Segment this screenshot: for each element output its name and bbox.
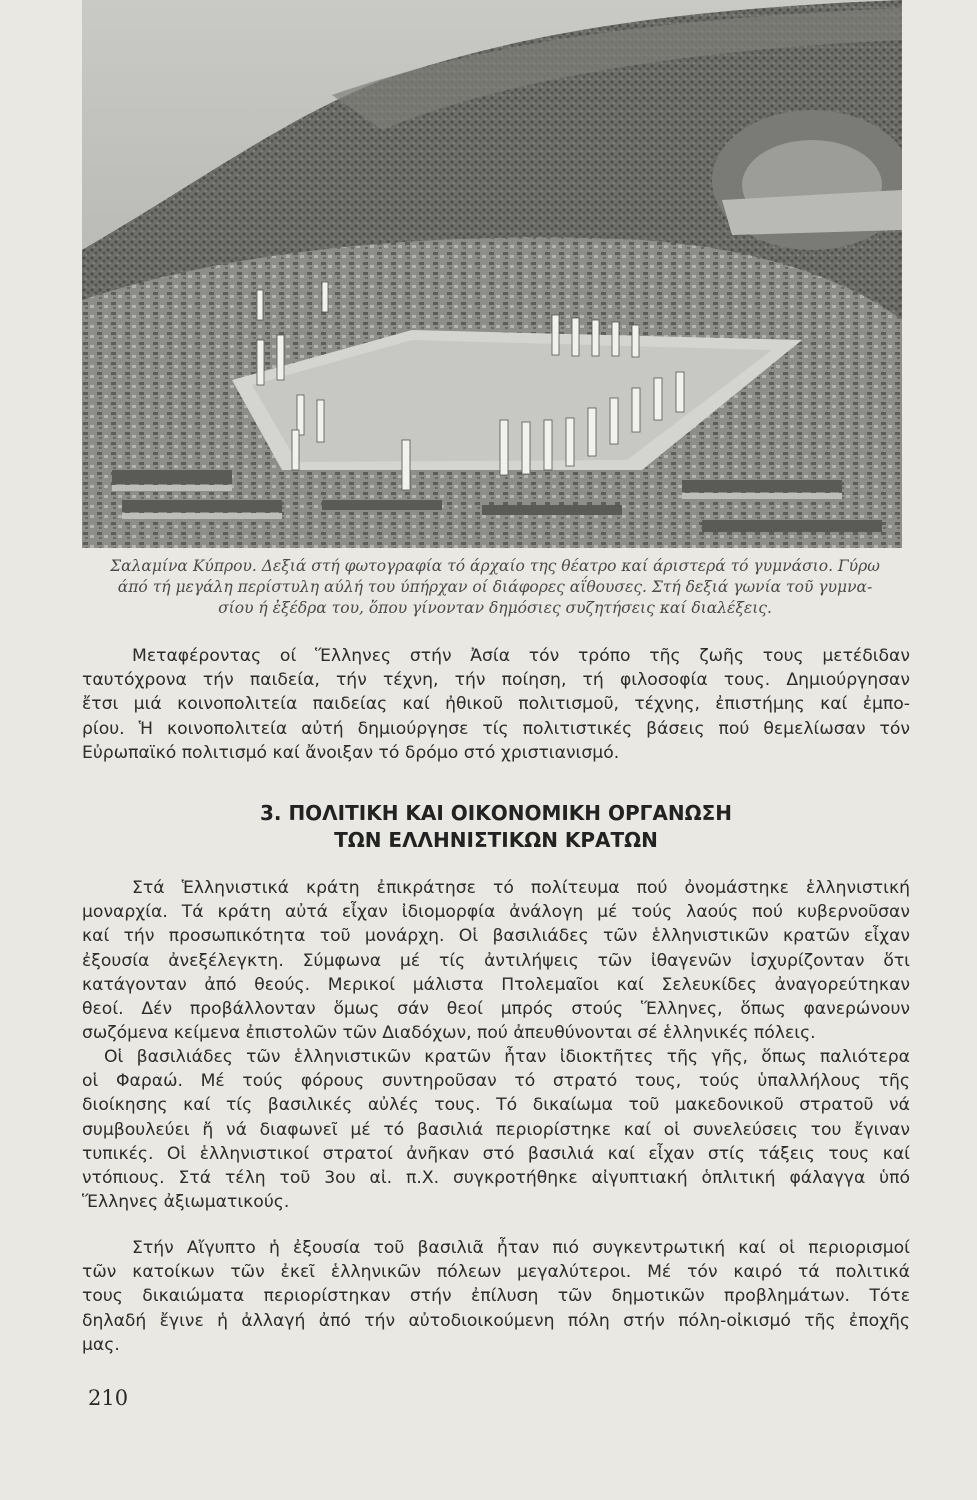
text-line: διοίκησης καί τίς βασιλικές αὐλές τους. Τό δικαίωμα τοῦ μακεδονικοῦ στρατοῦ νά <box>82 1095 910 1116</box>
text-line: τυπικές. Οἱ ἑλληνιστικοί στρατοί ἀνῆκαν στό βασιλιά καί εἶχαν στίς τάξεις τους καί <box>82 1143 910 1164</box>
text-line: κατάγονταν ἀπό θεούς. Μερικοί μάλιστα Πτολεμαῖοι καί Σελευκίδες ἀναγορεύτηκαν <box>82 974 910 995</box>
heading-line: ΤΩΝ ΕΛΛΗΝΙΣΤΙΚΩΝ ΚΡΑΤΩΝ <box>334 828 658 852</box>
text-line: Οἱ βασιλιάδες τῶν ἑλληνιστικῶν κρατῶν ἦταν ἰδιοκτῆτες τῆς γῆς, ὅπως παλιότερα <box>104 1047 910 1067</box>
text-line: Ἕλληνες ἀξιωματικούς. <box>82 1192 290 1213</box>
text-line: ἐξουσία ἀνεξέλεγκτη. Σύμφωνα μέ τίς ἀντιλήψεις τῶν ἰθαγενῶν ἰσχυρίζονταν ὅτι <box>82 950 910 971</box>
paragraph-2 <box>82 1045 910 1214</box>
text-line: Στά Ἑλληνιστικά κράτη ἐπικράτησε τό πολίτευμα πού ὀνομάστηκε ἑλληνιστική <box>132 878 910 898</box>
paragraph-1 <box>82 876 910 1045</box>
heading-line: 3. ΠΟΛΙΤΙΚΗ ΚΑΙ ΟΙΚΟΝΟΜΙΚΗ ΟΡΓΑΝΩΣΗ <box>259 801 733 825</box>
intro-paragraph <box>82 644 910 765</box>
photo-caption <box>82 556 908 619</box>
caption-line: Σαλαμίνα Κύπρου. Δεξιά στή φωτογραφία τό άρχαίο της θέατρο καί άριστερά τό γυμνάσιο. Γύρω <box>110 557 880 575</box>
text-line: μας. <box>82 1334 120 1355</box>
text-line: τῶν κατοίκων τῶν ἐκεῖ ἑλληνικῶν πόλεων μεγαλύτεροι. Μέ τόν καιρό τά πολιτικά <box>82 1262 910 1283</box>
text-line: μοναρχία. Τά κράτη αὐτά εἶχαν ἰδιομορφία ἀνάλογη μέ τούς λαούς πού κυβερνοῦσαν <box>82 902 910 923</box>
text-line: τους δικαιώματα περιορίστηκαν στήν ἐπίλυση τῶν δημοτικῶν προβλημάτων. Τότε <box>82 1286 910 1307</box>
text-line: δηλαδή ἔγινε ἡ ἀλλαγή ἀπό τήν αὐτοδιοικούμενη πόλη στήν πόλη-οἰκισμό τῆς ἐποχῆς <box>82 1310 910 1331</box>
section-heading <box>82 800 910 854</box>
text-line: ρίου. Ἡ κοινοπολιτεία αὐτή δημιούργησε τίς πολιτιστικές βάσεις πού θεμελίωσαν τόν <box>82 718 910 739</box>
text-line: συμβουλεύει ἤ νά διαφωνεῖ μέ τό βασιλιά περιορίστηκε καί οἱ συνελεύσεις του ἔγιναν <box>82 1119 910 1140</box>
text-line: οἱ Φαραώ. Μέ τούς φόρους συντηροῦσαν τό στρατό τους, τούς ὑπαλλήλους τῆς <box>82 1071 910 1092</box>
text-line: Μεταφέροντας οί Ἕλληνες στήν Ἀσία τόν τρόπο τῆς ζωῆς τους μετέδιδαν <box>132 646 910 666</box>
text-line: ταυτόχρονα τήν παιδεία, τήν τέχνη, τήν ποίηση, τή φιλοσοφία τους. Δημιούργησαν <box>82 670 910 691</box>
page-number: 210 <box>88 1386 129 1410</box>
caption-line: άπό τή μεγάλη περίστυλη αύλή του ύπήρχαν οί διάφορες αΐθουσες. Στή δεξιά γωνία τοῦ γυμνα- <box>117 578 873 596</box>
text-line: Στήν Αἴγυπτο ἡ ἐξουσία τοῦ βασιλιᾶ ἦταν πιό συγκεντρωτική καί οἱ περιορισμοί <box>132 1238 910 1258</box>
aerial-photo <box>82 0 902 548</box>
paragraph-3 <box>82 1236 910 1357</box>
text-line: θεοί. Δέν προβάλλονταν ὅμως σάν θεοί μπρός στούς Ἕλληνες, ὅπως φανερώνουν <box>82 999 910 1020</box>
text-line: Εὐρωπαϊκό πολιτισμό καί ἄνοιξαν τό δρόμο στό χριστιανισμό. <box>82 742 620 763</box>
caption-line: σίου ή ἐξέδρα του, ὅπου γίνονταν δημόσιες συζητήσεις καί διαλέξεις. <box>218 599 772 617</box>
text-line: σωζόμενα κείμενα ἐπιστολῶν τῶν Διαδόχων, πού ἀπευθύνονται σέ ἑλληνικές πόλεις. <box>82 1023 816 1044</box>
text-line: ἔτσι μιά κοινοπολιτεία παιδείας καί ἠθικοῦ πολιτισμοῦ, τέχνης, ἐπιστήμης καί ἐμπο- <box>82 694 910 715</box>
text-line: ντόπιους. Στά τέλη τοῦ 3ου αἰ. π.Χ. συγκροτήθηκε αἰγυπτιακή ὁπλιτική φάλαγγα ὑπό <box>82 1168 910 1189</box>
text-line: καί τήν προσωπικότητα τοῦ μονάρχη. Οἱ βασιλιάδες τῶν ἑλληνιστικῶν κρατῶν εἶχαν <box>82 926 910 947</box>
